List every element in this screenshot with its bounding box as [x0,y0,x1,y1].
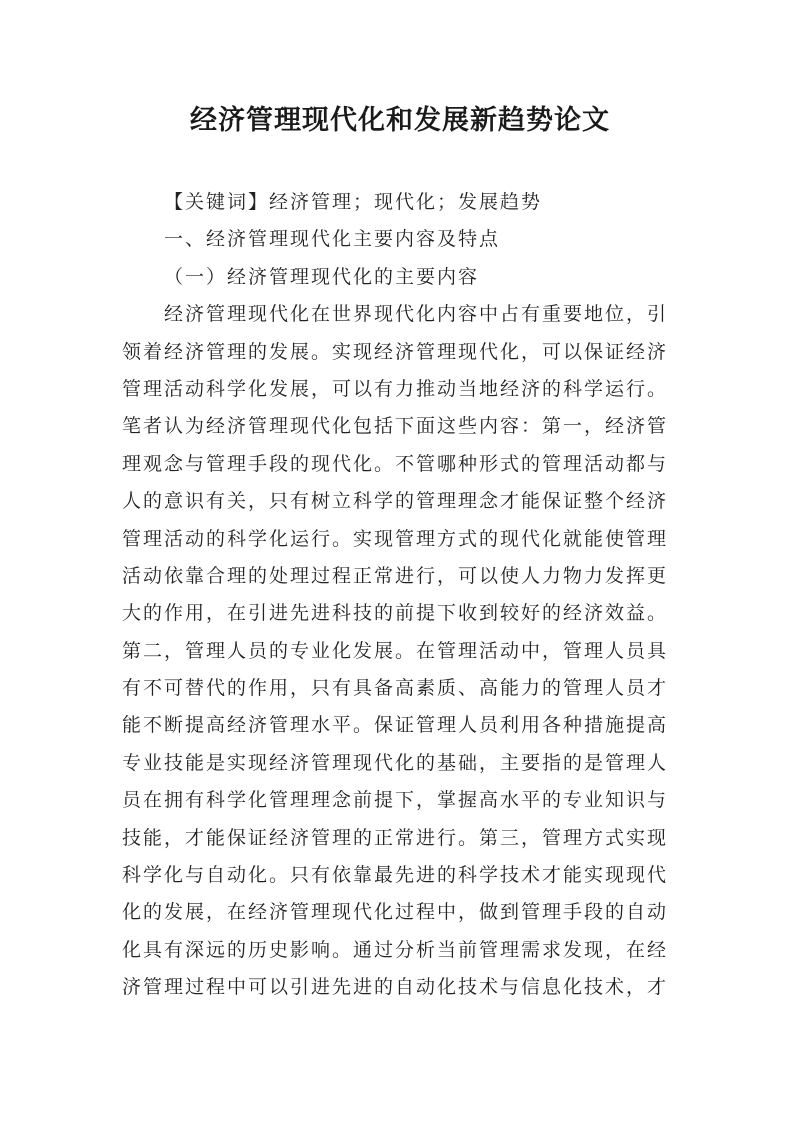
paragraph-line: 人的意识有关，只有树立科学的管理理念才能保证整个经济 [122,490,669,513]
paragraph-line: 专业技能是实现经济管理现代化的基础，主要指的是管理人 [122,751,669,774]
paragraph-line: 能不断提高经济管理水平。保证管理人员利用各种措施提高 [122,714,669,737]
document-body [122,184,682,1007]
paragraph-line: 员在拥有科学化管理理念前提下，掌握高水平的专业知识与 [122,789,669,812]
subsection-heading: （一）经济管理现代化的主要内容 [164,265,480,288]
paragraph-line: 化具有深远的历史影响。通过分析当前管理需求发现，在经 [122,938,669,961]
paragraph-line: 笔者认为经济管理现代化包括下面这些内容：第一，经济管 [122,415,669,438]
paragraph-line: 有不可替代的作用，只有具备高素质、高能力的管理人员才 [122,677,669,700]
paragraph-line: 活动依靠合理的处理过程正常进行，可以使人力物力发挥更 [122,564,669,587]
paragraph-line: 第二，管理人员的专业化发展。在管理活动中，管理人员具 [122,639,669,662]
paragraph [122,296,682,1006]
paragraph-line: 技能，才能保证经济管理的正常进行。第三，管理方式实现 [122,826,669,849]
paragraph-line: 经济管理现代化在世界现代化内容中占有重要地位，引 [164,303,669,326]
paragraph-line: 化的发展，在经济管理现代化过程中，做到管理手段的自动 [122,901,669,924]
document-title: 经济管理现代化和发展新趋势论文 [190,105,610,136]
keywords-line: 【关键词】经济管理；现代化；发展趋势 [164,191,543,213]
paragraph-line: 理观念与管理手段的现代化。不管哪种形式的管理活动都与 [122,452,669,475]
paragraph-line: 大的作用，在引进先进科技的前提下收到较好的经济效益。 [122,602,669,625]
paragraph-line: 领着经济管理的发展。实现经济管理现代化，可以保证经济 [122,340,669,363]
paragraph-line: 管理活动的科学化运行。实现管理方式的现代化就能使管理 [122,527,669,550]
paragraph-line: 济管理过程中可以引进先进的自动化技术与信息化技术，才 [122,976,669,999]
section-heading: 一、经济管理现代化主要内容及特点 [164,228,501,251]
paragraph-line: 科学化与自动化。只有依靠最先进的科学技术才能实现现代 [122,864,669,887]
paragraph-line: 管理活动科学化发展，可以有力推动当地经济的科学运行。 [122,377,669,400]
